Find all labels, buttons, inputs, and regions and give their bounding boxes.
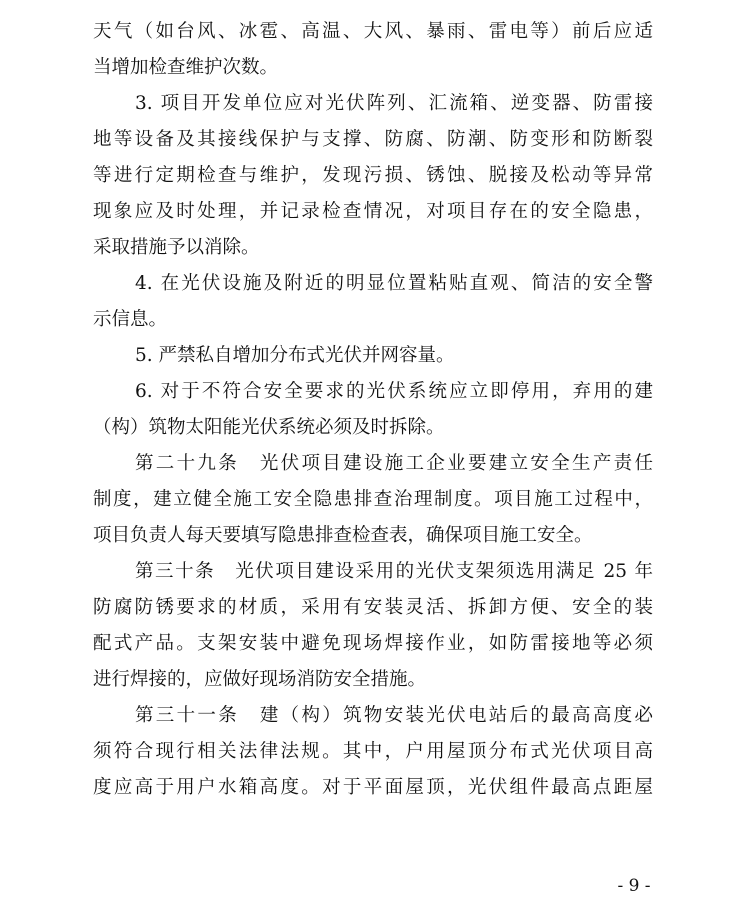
text-line: 地等设备及其接线保护与支撑、防腐、防潮、防变形和防断裂: [93, 129, 653, 150]
text-line: 配式产品。支架安装中避免现场焊接作业，如防雷接地等必须: [93, 633, 653, 654]
text-line: 5. 严禁私自增加分布式光伏并网容量。: [135, 345, 455, 366]
text-line: 3. 项目开发单位应对光伏阵列、汇流箱、逆变器、防雷接: [135, 93, 653, 114]
text-line: 4. 在光伏设施及附近的明显位置粘贴直观、简洁的安全警: [135, 273, 653, 294]
text-line: 进行焊接的，应做好现场消防安全措施。: [93, 669, 427, 690]
text-line: 防腐防锈要求的材质，采用有安装灵活、拆卸方便、安全的装: [93, 597, 653, 618]
text-line: 项目负责人每天要填写隐患排查检查表，确保项目施工安全。: [93, 525, 593, 546]
text-line: 示信息。: [93, 309, 168, 330]
text-line: 采取措施予以消除。: [93, 237, 260, 258]
text-line: 须符合现行相关法律法规。其中，户用屋顶分布式光伏项目高: [93, 741, 653, 762]
text-line: 现象应及时处理，并记录检查情况，对项目存在的安全隐患，: [93, 201, 653, 222]
article-heading-line: 第三十一条 建（构）筑物安装光伏电站后的最高高度必: [135, 705, 653, 726]
text-line: 6. 对于不符合安全要求的光伏系统应立即停用，弃用的建: [135, 381, 653, 402]
article-heading-line: 第二十九条 光伏项目建设施工企业要建立安全生产责任: [135, 453, 653, 474]
article-heading-line: 第三十条 光伏项目建设采用的光伏支架须选用满足 25 年: [135, 561, 653, 582]
text-line: 等进行定期检查与维护，发现污损、锈蚀、脱接及松动等异常: [93, 165, 653, 186]
text-line: 当增加检查维护次数。: [93, 57, 279, 78]
text-line: 天气（如台风、冰雹、高温、大风、暴雨、雷电等）前后应适: [93, 21, 653, 42]
text-line: （构）筑物太阳能光伏系统必须及时拆除。: [93, 417, 445, 438]
text-line: 度应高于用户水箱高度。对于平面屋顶，光伏组件最高点距屋: [93, 777, 653, 798]
page-number: - 9 -: [617, 876, 651, 896]
text-line: 制度，建立健全施工安全隐患排查治理制度。项目施工过程中，: [93, 489, 653, 510]
